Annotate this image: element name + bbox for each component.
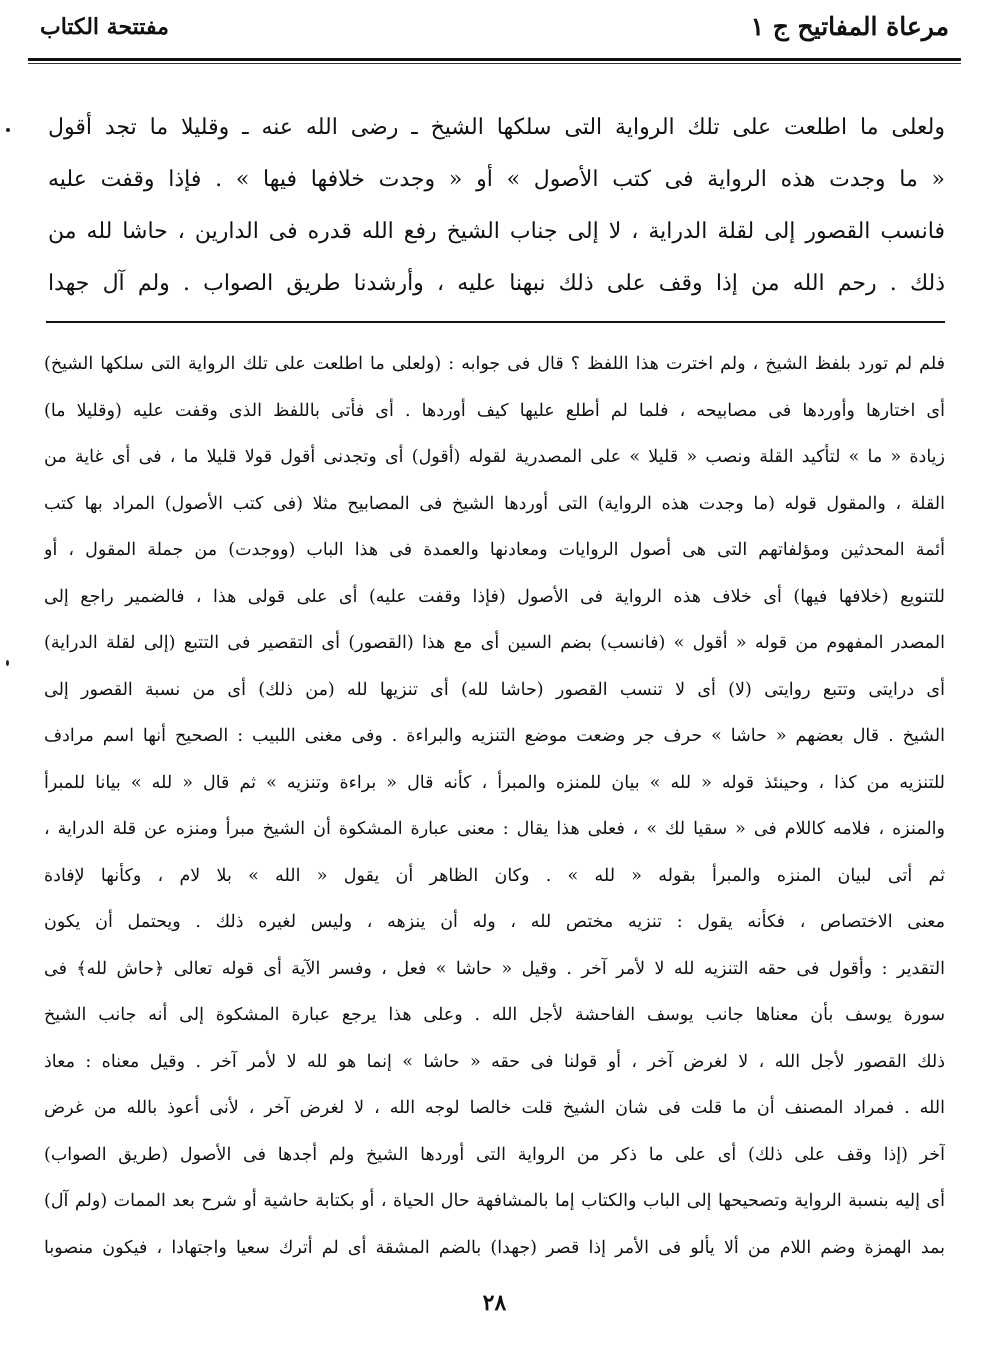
footnote-line: الشيخ . قال بعضهم « حاشا » حرف جر وضعت موضع التنزيه والبراءة . وفى مغنى اللبيب : الصحيح أنها اسم مرادف bbox=[44, 726, 945, 746]
footnote-line: أى إليه بنسبة الرواية وتصحيحها إلى الباب والكتاب إما بالمشافهة حال الحياة ، أو بكتابة حاشية أو شرح بعد الممات (ولم آل) bbox=[44, 1191, 945, 1211]
footnote-line: القلة ، والمقول قوله (ما وجدت هذه الرواية) التى أوردها الشيخ فى المصابيح مثلا (فى كتب الأصول) المراد بها كتب bbox=[44, 493, 945, 514]
main-text-line: ولعلى ما اطلعت على تلك الرواية التى سلكها الشيخ ـ رضى الله عنه ـ وقليلا ما تجد أقول bbox=[48, 115, 945, 140]
footnote-line: بمد الهمزة وضم اللام من ألا يألو فى الأمر إذا قصر (جهدا) بالضم المشقة أى لم أترك سعيا واجتهادا ، فيكون منصوبا bbox=[44, 1237, 945, 1258]
footnote-line: للتنويع (خلافها فيها) أى خلاف هذه الرواية فى الأصول (فإذا وقفت عليه) أى على قولى هذا ، فالضمير راجع إلى bbox=[44, 586, 945, 607]
footnote-line: آخر (إذا وقف على ذلك) أى على ما ذكر من الرواية التى أوردها الشيخ ولم أجدها فى الأصول (طريق الصواب) bbox=[44, 1144, 945, 1165]
footnote-line: أى اختارها وأوردها فى مصابيحه ، فلما لم أطلع عليها كيف أوردها . أى فأتى باللفظ الذى وقفت عليه (وقليلا ما) bbox=[44, 400, 945, 421]
header-rule-thin bbox=[28, 63, 961, 64]
main-text-line: ذلك . رحم الله من إذا وقف على ذلك نبهنا عليه ، وأرشدنا طريق الصواب . ولم آل جهدا bbox=[48, 271, 945, 296]
footnote-line: ذلك القصور لأجل الله ، لا لغرض آخر ، أو قولنا فى حقه « حاشا » إنما هو لله لا لأمر آخر . وقيل معناه : معاذ bbox=[44, 1051, 945, 1072]
footnote-line: فلم لم تورد بلفظ الشيخ ، ولم اخترت هذا اللفظ ؟ قال فى جوابه : (ولعلى ما اطلعت على تلك الرواية التى سلكها الشيخ) bbox=[44, 354, 945, 374]
commentary-footnotes bbox=[44, 344, 945, 1274]
section-title: مفتتحة الكتاب bbox=[40, 14, 169, 40]
footnote-line: أئمة المحدثين ومؤلفاتهم التى هى أصول الروايات ومعادنها والعمدة فى هذا الباب (ووجدت) من جملة المقول ، أو bbox=[44, 540, 945, 560]
main-text bbox=[48, 102, 945, 310]
running-header bbox=[40, 12, 949, 52]
scan-speck bbox=[6, 660, 9, 666]
footnote-line: ثم أتى لبيان المنزه والمبرأ بقوله « لله » . وكان الظاهر أن يقول « الله » بلا لام ، وكأنها لإفادة bbox=[44, 865, 945, 886]
footnote-line: سورة يوسف بأن معناها جانب يوسف الفاحشة لأجل الله . وعلى هذا يرجع عبارة المشكوة إلى أنه جانب الشيخ bbox=[44, 1005, 945, 1025]
footnote-line: والمنزه ، فلامه كاللام فى « سقيا لك » ، فعلى هذا يقال : معنى عبارة المشكوة أن الشيخ مبرأ ومنزه عن قلة الدراية ، bbox=[44, 819, 945, 839]
footnote-line: أى درايتى وتتبع روايتى (لا) أى لا تنسب القصور (حاشا لله) أى تنزيها لله (من ذلك) أى من نسبة القصور إلى bbox=[44, 679, 945, 700]
main-text-line: فانسب القصور إلى لقلة الدراية ، لا إلى جناب الشيخ رفع الله قدره فى الدارين ، حاشا لله من bbox=[48, 219, 945, 244]
footnote-separator bbox=[46, 321, 945, 323]
header-rule bbox=[28, 58, 961, 61]
footnote-line: المصدر المفهوم من قوله « أقول » (فانسب) بضم السين أى مع هذا (القصور) أى التقصير فى التتبع (إلى لقلة الدراية) bbox=[44, 633, 945, 653]
main-text-line: « ما وجدت هذه الرواية فى كتب الأصول » أو « وجدت خلافها فيها » . فإذا وقفت عليه bbox=[48, 167, 945, 192]
book-title: مرعاة المفاتيح ج ١ bbox=[750, 12, 949, 41]
scan-speck bbox=[6, 128, 10, 132]
footnote-line: الله . فمراد المصنف أن ما قلت فى شان الشيخ قلت خالصا لوجه الله ، لا لغرض آخر ، لأنى أعوذ بالله من غرض bbox=[44, 1098, 945, 1118]
page-number: ٢٨ bbox=[482, 1290, 507, 1316]
footnote-line: للتنزيه من كذا ، وحينئذ قوله « لله » بيان للمنزه والمبرأ ، كأنه قال « براءة وتنزيه » ثم قال « لله » بيانا للمبرأ bbox=[44, 772, 945, 793]
footnote-line: معنى الاختصاص ، فكأنه يقول : تنزيه مختص لله ، وله أن ينزهه ، وليس لغيره ذلك . ويحتمل أن يكون bbox=[44, 912, 945, 932]
footnote-line: التقدير : وأقول فى حقه التنزيه لله لا لأمر آخر . وقيل « حاشا » فعل ، وفسر الآية أى قوله تعالى ﴿حاش لله﴾ فى bbox=[44, 958, 945, 979]
footnote-line: زيادة « ما » لتأكيد القلة ونصب « قليلا » على المصدرية لقوله (أقول) أى وتجدنى أقول قولا قليلا ما ، فى أى غاية من bbox=[44, 447, 945, 467]
